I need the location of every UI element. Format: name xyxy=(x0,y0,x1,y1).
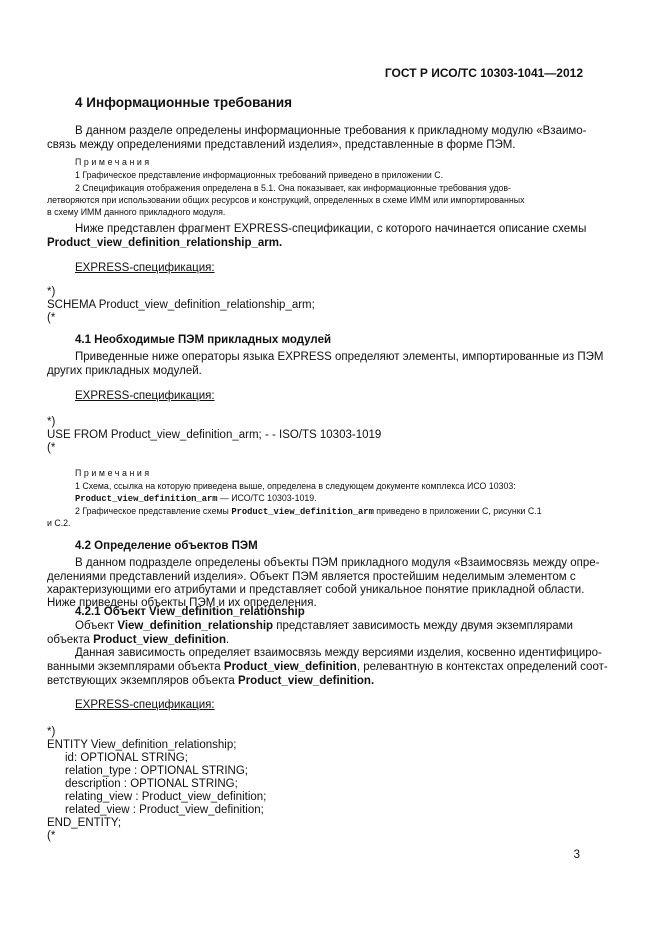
entity-name: Product_view_definition xyxy=(93,634,226,646)
section-4-1-line-1: Приведенные ниже операторы языка EXPRESS определяют элементы, импортированные из ПЭМ xyxy=(75,351,604,363)
entity-name: Product_view_definition. xyxy=(238,675,375,687)
section-4-2-line-1: В данном подразделе определены объекты ПЭМ прикладного модуля «Взаимосвязь между опре- xyxy=(75,557,600,569)
note-2-line-2: летворяются при использовании общих ресурсов и конструкций, определенных в схеме ИММ или импортированных xyxy=(47,195,525,205)
code-line: END_ENTITY; xyxy=(47,817,122,829)
section-4-intro-line-1: В данном разделе определены информационные требования к прикладному модулю «Взаимо- xyxy=(75,125,587,137)
note-2: 2 Графическое представление схемы Product_view_definition_arm приведено в приложении С, рисунки С.1 xyxy=(75,506,542,517)
express-spec-label-3: EXPRESS-спецификация: xyxy=(75,699,215,711)
schema-ref: Product_view_definition_arm xyxy=(75,494,218,504)
section-4-2-1-title: 4.2.1 Объект View_definition_relationship xyxy=(75,606,305,618)
dependency-line-1: Данная зависимость определяет взаимосвязь между версиями изделия, косвенно идентифициро- xyxy=(75,647,602,659)
dependency-line-3: ветствующих экземпляров объекта Product_view_definition. xyxy=(47,675,375,687)
page-number: 3 xyxy=(573,849,580,861)
note-2-line-1: 2 Спецификация отображения определена в 5.1. Она показывает, как информационные требования удов- xyxy=(75,183,511,193)
entity-name: View_definition_relationship xyxy=(117,620,274,632)
note-heading: Примечания xyxy=(75,157,152,167)
code-line: *) xyxy=(47,726,56,738)
schema-ref: Product_view_definition_arm xyxy=(231,507,374,517)
code-line: description : OPTIONAL STRING; xyxy=(65,778,238,790)
note-2-line-2: и С.2. xyxy=(47,518,71,528)
code-line: (* xyxy=(47,312,56,324)
section-4-1-title: 4.1 Необходимые ПЭМ прикладных модулей xyxy=(75,334,332,346)
code-line: USE FROM Product_view_definition_arm; - - ISO/TS 10303-1019 xyxy=(47,429,382,441)
section-4-1-line-2: других прикладных модулей. xyxy=(47,365,202,377)
note-2-line-3: в схему ИММ данного прикладного модуля. xyxy=(47,207,226,217)
section-4-2-title: 4.2 Определение объектов ПЭМ xyxy=(75,540,258,552)
fragment-line-1: Ниже представлен фрагмент EXPRESS-спецификации, с которого начинается описание схемы xyxy=(75,223,587,235)
code-line: SCHEMA Product_view_definition_relationship_arm; xyxy=(47,299,315,311)
express-spec-label-1: EXPRESS-спецификация: xyxy=(75,262,215,274)
express-spec-label-2: EXPRESS-спецификация: xyxy=(75,390,215,402)
document-code: ГОСТ Р ИСО/ТС 10303-1041—2012 xyxy=(384,66,583,80)
section-4-2-line-3: характеризующими его атрибутами и представляет собой уникальное понятие прикладной области. xyxy=(47,584,585,596)
schema-name: Product_view_definition_relationship_arm. xyxy=(47,237,283,249)
section-4-2-line-4: Ниже приведены объекты ПЭМ и их определения. xyxy=(47,597,317,609)
note-heading: Примечания xyxy=(75,468,152,478)
code-line: (* xyxy=(47,830,56,842)
code-line: *) xyxy=(47,286,56,298)
code-line: *) xyxy=(47,416,56,428)
note-1-line-2: Product_view_definition_arm — ИСО/ТС 10303-1019. xyxy=(75,493,317,504)
note-1: 1 Схема, ссылка на которую приведена выше, определена в следующем документе комплекса ИСО 10303: xyxy=(75,481,516,491)
object-line-2: объекта Product_view_definition. xyxy=(47,634,230,646)
code-line: (* xyxy=(47,442,56,454)
code-line: ENTITY View_definition_relationship; xyxy=(47,739,237,751)
code-line: related_view : Product_view_definition; xyxy=(65,804,264,816)
code-line: relating_view : Product_view_definition; xyxy=(65,791,267,803)
object-line-1: Объект View_definition_relationship представляет зависимость между двумя экземплярами xyxy=(75,620,573,632)
section-4-title: 4 Информационные требования xyxy=(75,95,293,110)
note-1: 1 Графическое представление информационных требований приведено в приложении С. xyxy=(75,170,444,180)
code-line: id: OPTIONAL STRING; xyxy=(65,752,188,764)
section-4-2-line-2: делениями представлений изделия». Объект ПЭМ является простейшим неделимым элементом с xyxy=(47,571,576,583)
dependency-line-2: ванными экземплярами объекта Product_view_definition, релевантную в контекстах определений соот- xyxy=(47,661,608,673)
entity-name: Product_view_definition xyxy=(223,661,357,673)
section-4-intro-line-2: связь между определениями представлений изделия», представленные в форме ПЭМ. xyxy=(47,139,516,151)
code-line: relation_type : OPTIONAL STRING; xyxy=(65,765,248,777)
